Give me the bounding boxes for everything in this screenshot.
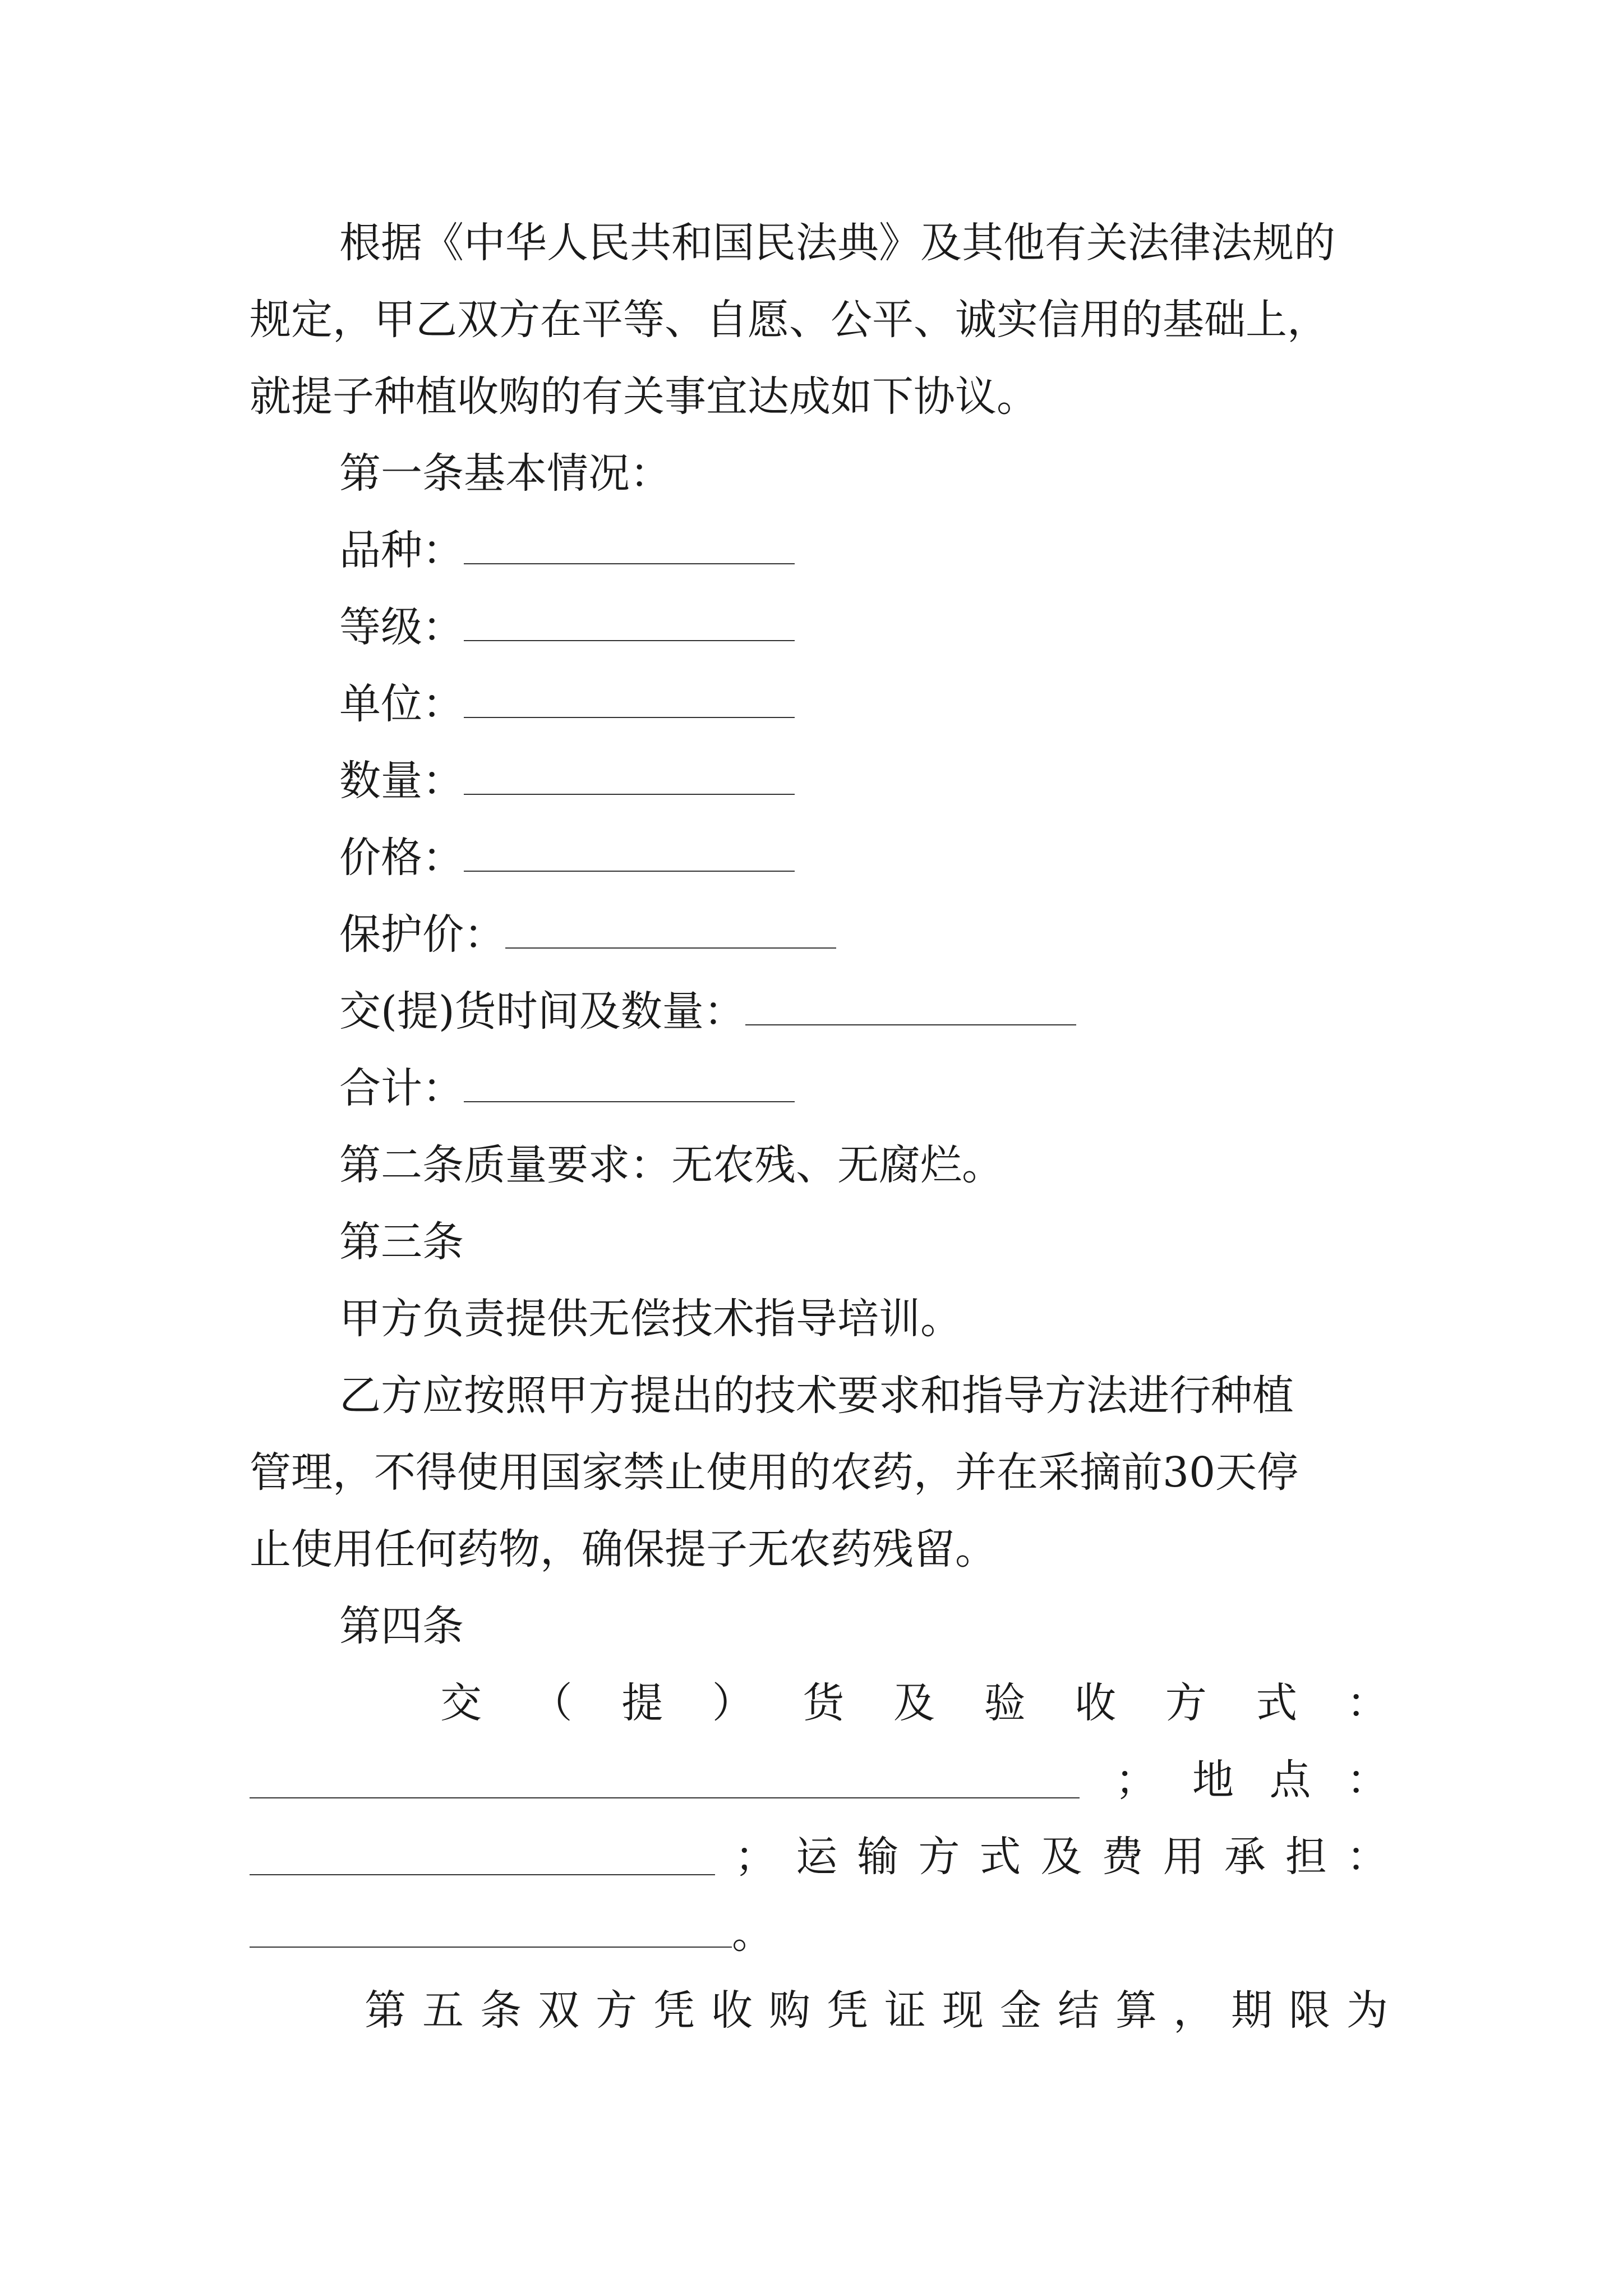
field-label: 数量： xyxy=(339,757,464,805)
spaced-char: 证 xyxy=(884,1986,926,2035)
field-label: 等级： xyxy=(339,603,464,651)
spaced-char: 验 xyxy=(984,1679,1026,1727)
fill-blank[interactable] xyxy=(464,528,795,564)
fill-blank[interactable] xyxy=(464,605,795,641)
spaced-char: 限 xyxy=(1289,1986,1330,2035)
spaced-char: 第 xyxy=(365,1986,406,2035)
field-label: 交(提)货时间及数量： xyxy=(339,987,745,1036)
article-4-delivery-method xyxy=(440,1665,1388,1742)
spaced-char: 方 xyxy=(1165,1679,1207,1727)
spaced-char: 现 xyxy=(942,1986,984,2035)
paragraph-text: 管理，不得使用国家禁止使用的农药，并在采摘前30天停 xyxy=(250,1448,1299,1497)
spaced-char: ： xyxy=(1347,1756,1388,1804)
fill-blank[interactable] xyxy=(250,1763,1080,1798)
spaced-char: ） xyxy=(712,1679,754,1727)
field-label: 合计： xyxy=(339,1064,464,1112)
spaced-char: 点 xyxy=(1269,1756,1311,1804)
field-label: 保护价： xyxy=(339,910,505,959)
intro-text: 规定，甲乙双方在平等、自愿、公平、诚实信用的基础上， xyxy=(250,296,1329,344)
intro-text: 根据《中华人民共和国民法典》及其他有关法律法规的 xyxy=(339,219,1335,267)
spaced-char: 货 xyxy=(803,1679,845,1727)
field-protection-price xyxy=(339,896,1388,973)
spaced-char: 地 xyxy=(1192,1756,1234,1804)
spaced-char: 交 xyxy=(440,1679,482,1727)
field-label: 单位： xyxy=(339,680,464,728)
spaced-char: 凭 xyxy=(653,1986,695,2035)
article-5 xyxy=(365,1972,1388,2049)
fill-blank[interactable] xyxy=(464,836,795,872)
field-unit xyxy=(339,666,1388,743)
end-mark: 。 xyxy=(732,1910,773,1958)
intro-line-3: 就提子种植收购的有关事宜达成如下协议。 xyxy=(250,372,1038,421)
spaced-char: 金 xyxy=(1000,1986,1041,2035)
article-4-end xyxy=(250,1895,1388,1972)
field-price xyxy=(339,820,1388,896)
field-total xyxy=(339,1050,1388,1127)
intro-line-2 xyxy=(250,282,1388,358)
spaced-char: （ xyxy=(531,1679,573,1727)
spaced-char: 算 xyxy=(1115,1986,1157,2035)
article-3-title: 第三条 xyxy=(339,1218,464,1266)
spaced-char: ： xyxy=(1346,1679,1388,1727)
field-delivery-time xyxy=(339,973,1388,1050)
spaced-char: 为 xyxy=(1347,1986,1388,2035)
spaced-char: 费 xyxy=(1101,1833,1144,1881)
spaced-char: 购 xyxy=(769,1986,810,2035)
article-4-place xyxy=(250,1742,1388,1819)
article-3-p2-line-2 xyxy=(250,1434,1388,1511)
spaced-char: 运 xyxy=(796,1833,838,1881)
spaced-char: 用 xyxy=(1163,1833,1205,1881)
fill-blank[interactable] xyxy=(745,990,1076,1025)
spaced-char: 及 xyxy=(1040,1833,1082,1881)
spaced-char: 条 xyxy=(480,1986,522,2035)
spaced-char: ； xyxy=(1115,1756,1157,1804)
spaced-char: ： xyxy=(1346,1833,1388,1881)
intro-line-1 xyxy=(339,205,1388,282)
spaced-char: ， xyxy=(1173,1986,1215,2035)
spaced-char: 收 xyxy=(711,1986,753,2035)
fill-blank[interactable] xyxy=(464,759,795,795)
spaced-char: 期 xyxy=(1231,1986,1272,2035)
article-3-p2-line-1 xyxy=(339,1358,1388,1434)
spaced-char: 提 xyxy=(621,1679,663,1727)
spaced-char: 担 xyxy=(1285,1833,1327,1881)
spaced-char: ； xyxy=(735,1833,777,1881)
fill-blank[interactable] xyxy=(250,1912,732,1948)
spaced-char: 双 xyxy=(538,1986,579,2035)
field-variety xyxy=(339,512,1388,589)
spaced-char: 输 xyxy=(857,1833,899,1881)
field-label: 价格： xyxy=(339,834,464,882)
spaced-char: 式 xyxy=(979,1833,1021,1881)
spaced-char: 承 xyxy=(1224,1833,1266,1881)
spaced-char: 结 xyxy=(1058,1986,1099,2035)
fill-blank[interactable] xyxy=(464,1066,795,1102)
article-3-p1: 甲方负责提供无偿技术指导培训。 xyxy=(339,1295,962,1343)
article-1-title: 第一条基本情况： xyxy=(339,449,671,498)
article-3-p2-line-3: 止使用任何药物，确保提子无农药残留。 xyxy=(250,1525,997,1573)
spaced-char: 五 xyxy=(422,1986,464,2035)
field-quantity xyxy=(339,743,1388,820)
fill-blank[interactable] xyxy=(250,1839,715,1875)
spaced-char: 方 xyxy=(918,1833,960,1881)
fill-blank[interactable] xyxy=(505,913,836,949)
field-label: 品种： xyxy=(339,526,464,574)
spaced-char: 凭 xyxy=(827,1986,868,2035)
article-2: 第二条质量要求：无农残、无腐烂。 xyxy=(339,1141,1003,1189)
paragraph-text: 乙方应按照甲方提出的技术要求和指导方法进行种植 xyxy=(339,1372,1294,1420)
spaced-char: 方 xyxy=(596,1986,637,2035)
article-4-title: 第四条 xyxy=(339,1602,464,1650)
fill-blank[interactable] xyxy=(464,682,795,718)
field-grade xyxy=(339,589,1388,666)
spaced-char: 式 xyxy=(1256,1679,1298,1727)
spaced-char: 及 xyxy=(893,1679,935,1727)
article-4-transport xyxy=(250,1819,1388,1895)
spaced-char: 收 xyxy=(1075,1679,1117,1727)
